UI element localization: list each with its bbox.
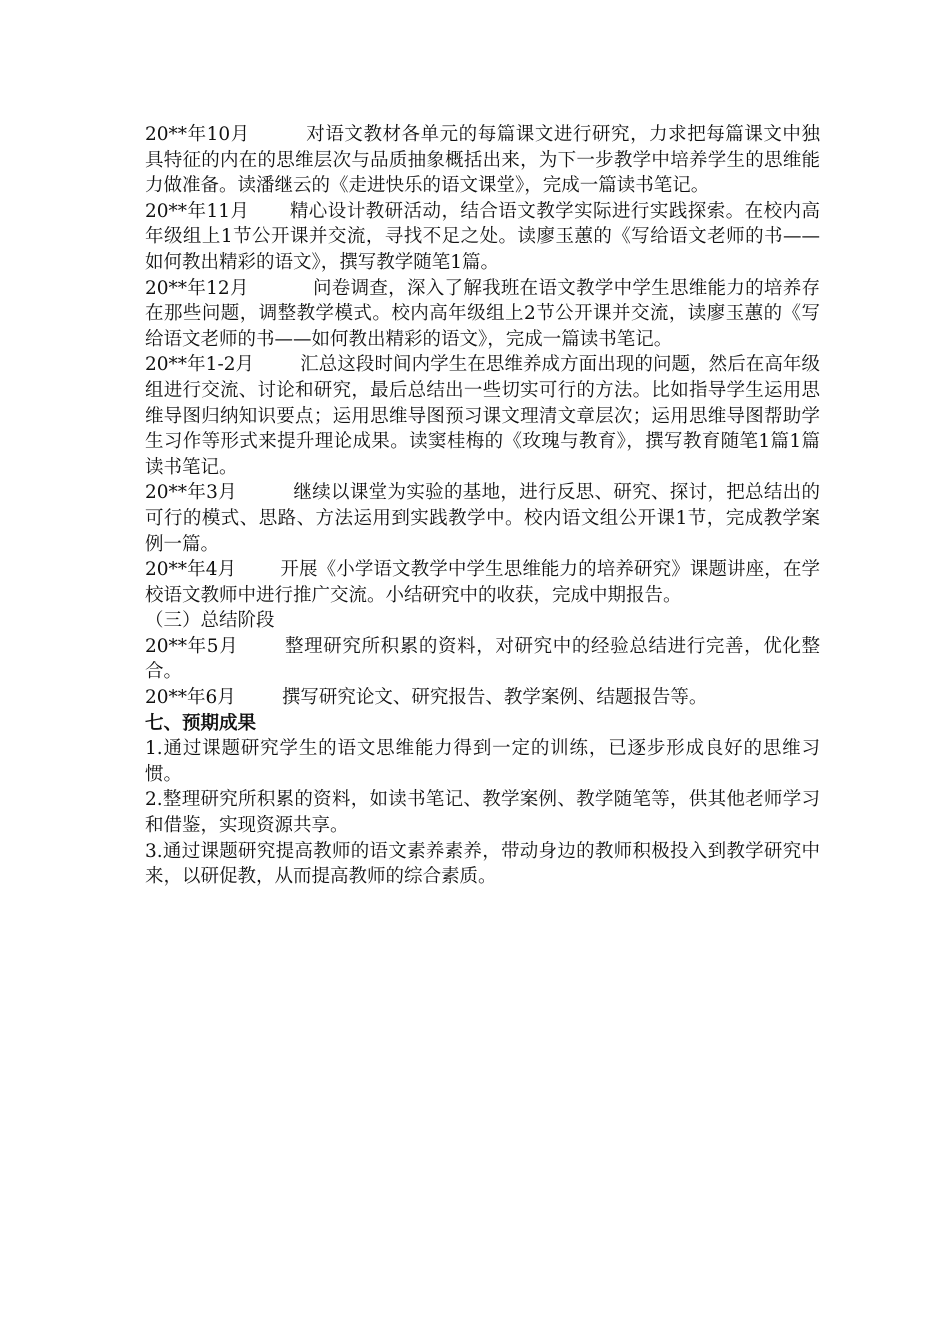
outcome-item-1: 1.通过课题研究学生的语文思维能力得到一定的训练，已逐步形成良好的思维习惯。 — [145, 738, 820, 785]
schedule-entry-oct — [145, 122, 820, 199]
entry-text: 继续以课堂为实验的基地，进行反思、研究、探讨，把总结出的可行的模式、思路、方法运用到实践教学中。校内语文组公开课1节，完成教学案例一篇。 — [145, 482, 820, 555]
section7-heading: 七、预期成果 — [145, 712, 257, 734]
entry-text: 问卷调查，深入了解我班在语文教学中学生思维能力的培养存在那些问题，调整教学模式。校内高年级组上2节公开课并交流，读廖玉蕙的《写给语文老师的书——如何教出精彩的语文》，完成一篇读书笔记。 — [145, 277, 820, 350]
entry-text: 对语文教材各单元的每篇课文进行研究，力求把每篇课文中独具特征的内在的思维层次与品质抽象概括出来，为下一步教学中培养学生的思维能力做准备。读潘继云的《走进快乐的语文课堂》，完成一篇读书笔记。 — [145, 124, 820, 197]
schedule-entry-nov — [145, 199, 820, 276]
outcome-item-2: 2.整理研究所积累的资料，如读书笔记、教学案例、教学随笔等，供其他老师学习和借鉴，实现资源共享。 — [145, 789, 820, 837]
document-page — [145, 122, 820, 890]
entry-date: 20**年3月 — [145, 482, 238, 504]
schedule-entry-may — [145, 634, 820, 685]
schedule-entry-jan-feb — [145, 352, 820, 480]
entry-text: 整理研究所积累的资料，对研究中的经验总结进行完善，优化整合。 — [145, 635, 820, 683]
outcome-item-3: 3.通过课题研究提高教师的语文素养素养，带动身边的教师积极投入到教学研究中来，以研促教，从而提高教师的综合素质。 — [145, 840, 820, 888]
entry-text: 精心设计教研活动，结合语文教学实际进行实践探索。在校内高年级组上1节公开课并交流，寻找不足之处。读廖玉蕙的《写给语文老师的书——如何教出精彩的语文》，撰写教学随笔1篇。 — [145, 200, 820, 273]
schedule-entry-apr — [145, 557, 820, 608]
entry-text: 开展《小学语文教学中学生思维能力的培养研究》课题讲座，在学校语文教师中进行推广交流。小结研究中的收获，完成中期报告。 — [145, 559, 820, 606]
schedule-entry-dec — [145, 276, 820, 353]
schedule-entry-jun — [145, 685, 820, 711]
entry-date: 20**年10月 — [145, 124, 250, 145]
entry-text: 汇总这段时间内学生在思维养成方面出现的问题，然后在高年级组进行交流、讨论和研究，最后总结出一些切实可行的方法。比如指导学生运用思维导图归纳知识要点；运用思维导图预习课文理清文章层次；运用思维导图帮助学生习作等形式来提升理论成果。读窦桂梅的《玫瑰与教育》，撰写教育随笔1篇1篇读书笔记。 — [145, 354, 820, 478]
entry-date: 20**年5月 — [145, 635, 239, 657]
stage3-title: （三）总结阶段 — [145, 610, 275, 632]
schedule-entry-mar — [145, 480, 820, 557]
entry-date: 20**年11月 — [145, 200, 250, 222]
entry-date: 20**年1-2月 — [145, 354, 255, 376]
entry-date: 20**年4月 — [145, 559, 237, 581]
entry-text: 撰写研究论文、研究报告、教学案例、结题报告等。 — [281, 687, 708, 709]
entry-date: 20**年6月 — [145, 687, 236, 709]
entry-date: 20**年12月 — [145, 277, 249, 299]
